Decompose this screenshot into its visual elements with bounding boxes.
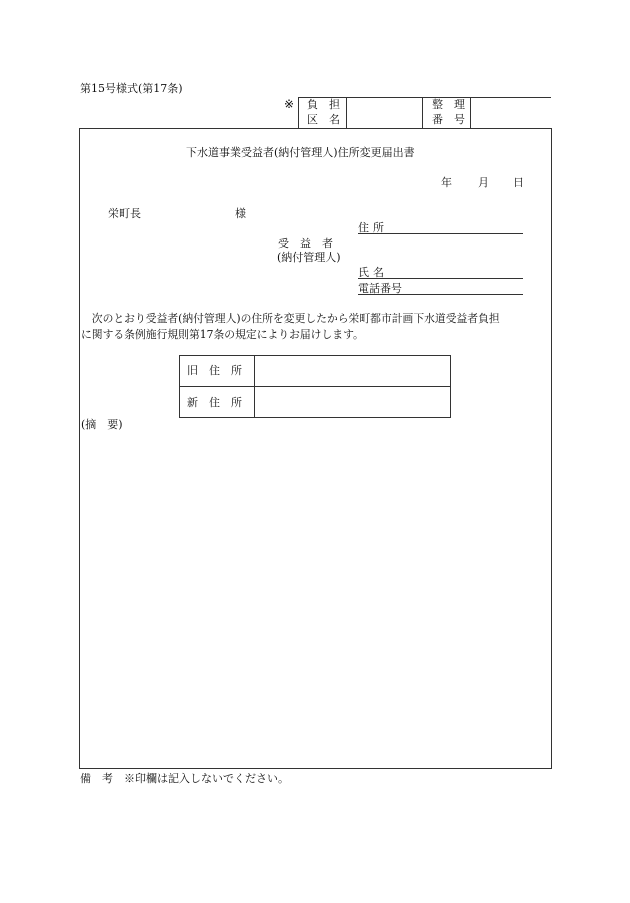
date-day: 日 xyxy=(513,176,524,189)
addressee-name: 栄町長 xyxy=(108,207,141,220)
remarks-area[interactable] xyxy=(80,434,551,767)
body-text-line2: に関する条例施行規則第17条の規定によりお届けします。 xyxy=(81,328,364,341)
address-input-line[interactable] xyxy=(358,233,523,234)
reference-number-label-2: 番 号 xyxy=(432,113,465,126)
addressee-honorific: 様 xyxy=(235,207,246,220)
name-label: 氏名 xyxy=(358,266,388,279)
form-number: 第15号様式(第17条) xyxy=(80,82,183,95)
date-year: 年 xyxy=(441,176,452,189)
reference-number-label-1: 整 理 xyxy=(432,98,465,111)
reference-number-field[interactable] xyxy=(471,98,551,128)
footnote: 備 考 ※印欄は記入しないでください。 xyxy=(80,772,289,785)
phone-label: 電話番号 xyxy=(358,282,402,295)
remarks-label: (摘 要) xyxy=(81,418,123,431)
body-text-line1: 次のとおり受益者(納付管理人)の住所を変更したから栄町都市計画下水道受益者負担 xyxy=(81,312,500,325)
name-input-line[interactable] xyxy=(358,278,523,279)
burden-district-field[interactable] xyxy=(347,98,422,128)
phone-input-line[interactable] xyxy=(358,294,523,295)
burden-district-label-2: 区 名 xyxy=(307,113,340,126)
form-title: 下水道事業受益者(納付管理人)住所変更届出書 xyxy=(186,146,415,159)
new-address-label: 新 住 所 xyxy=(187,396,242,409)
office-use-mark: ※ xyxy=(284,97,295,111)
old-address-label: 旧 住 所 xyxy=(187,364,242,377)
applicant-role: 受 益 者 xyxy=(278,237,333,250)
address-label: 住所 xyxy=(358,221,388,234)
applicant-role-sub: (納付管理人) xyxy=(277,251,341,264)
burden-district-label-1: 負 担 xyxy=(307,98,340,111)
date-month: 月 xyxy=(478,176,489,189)
